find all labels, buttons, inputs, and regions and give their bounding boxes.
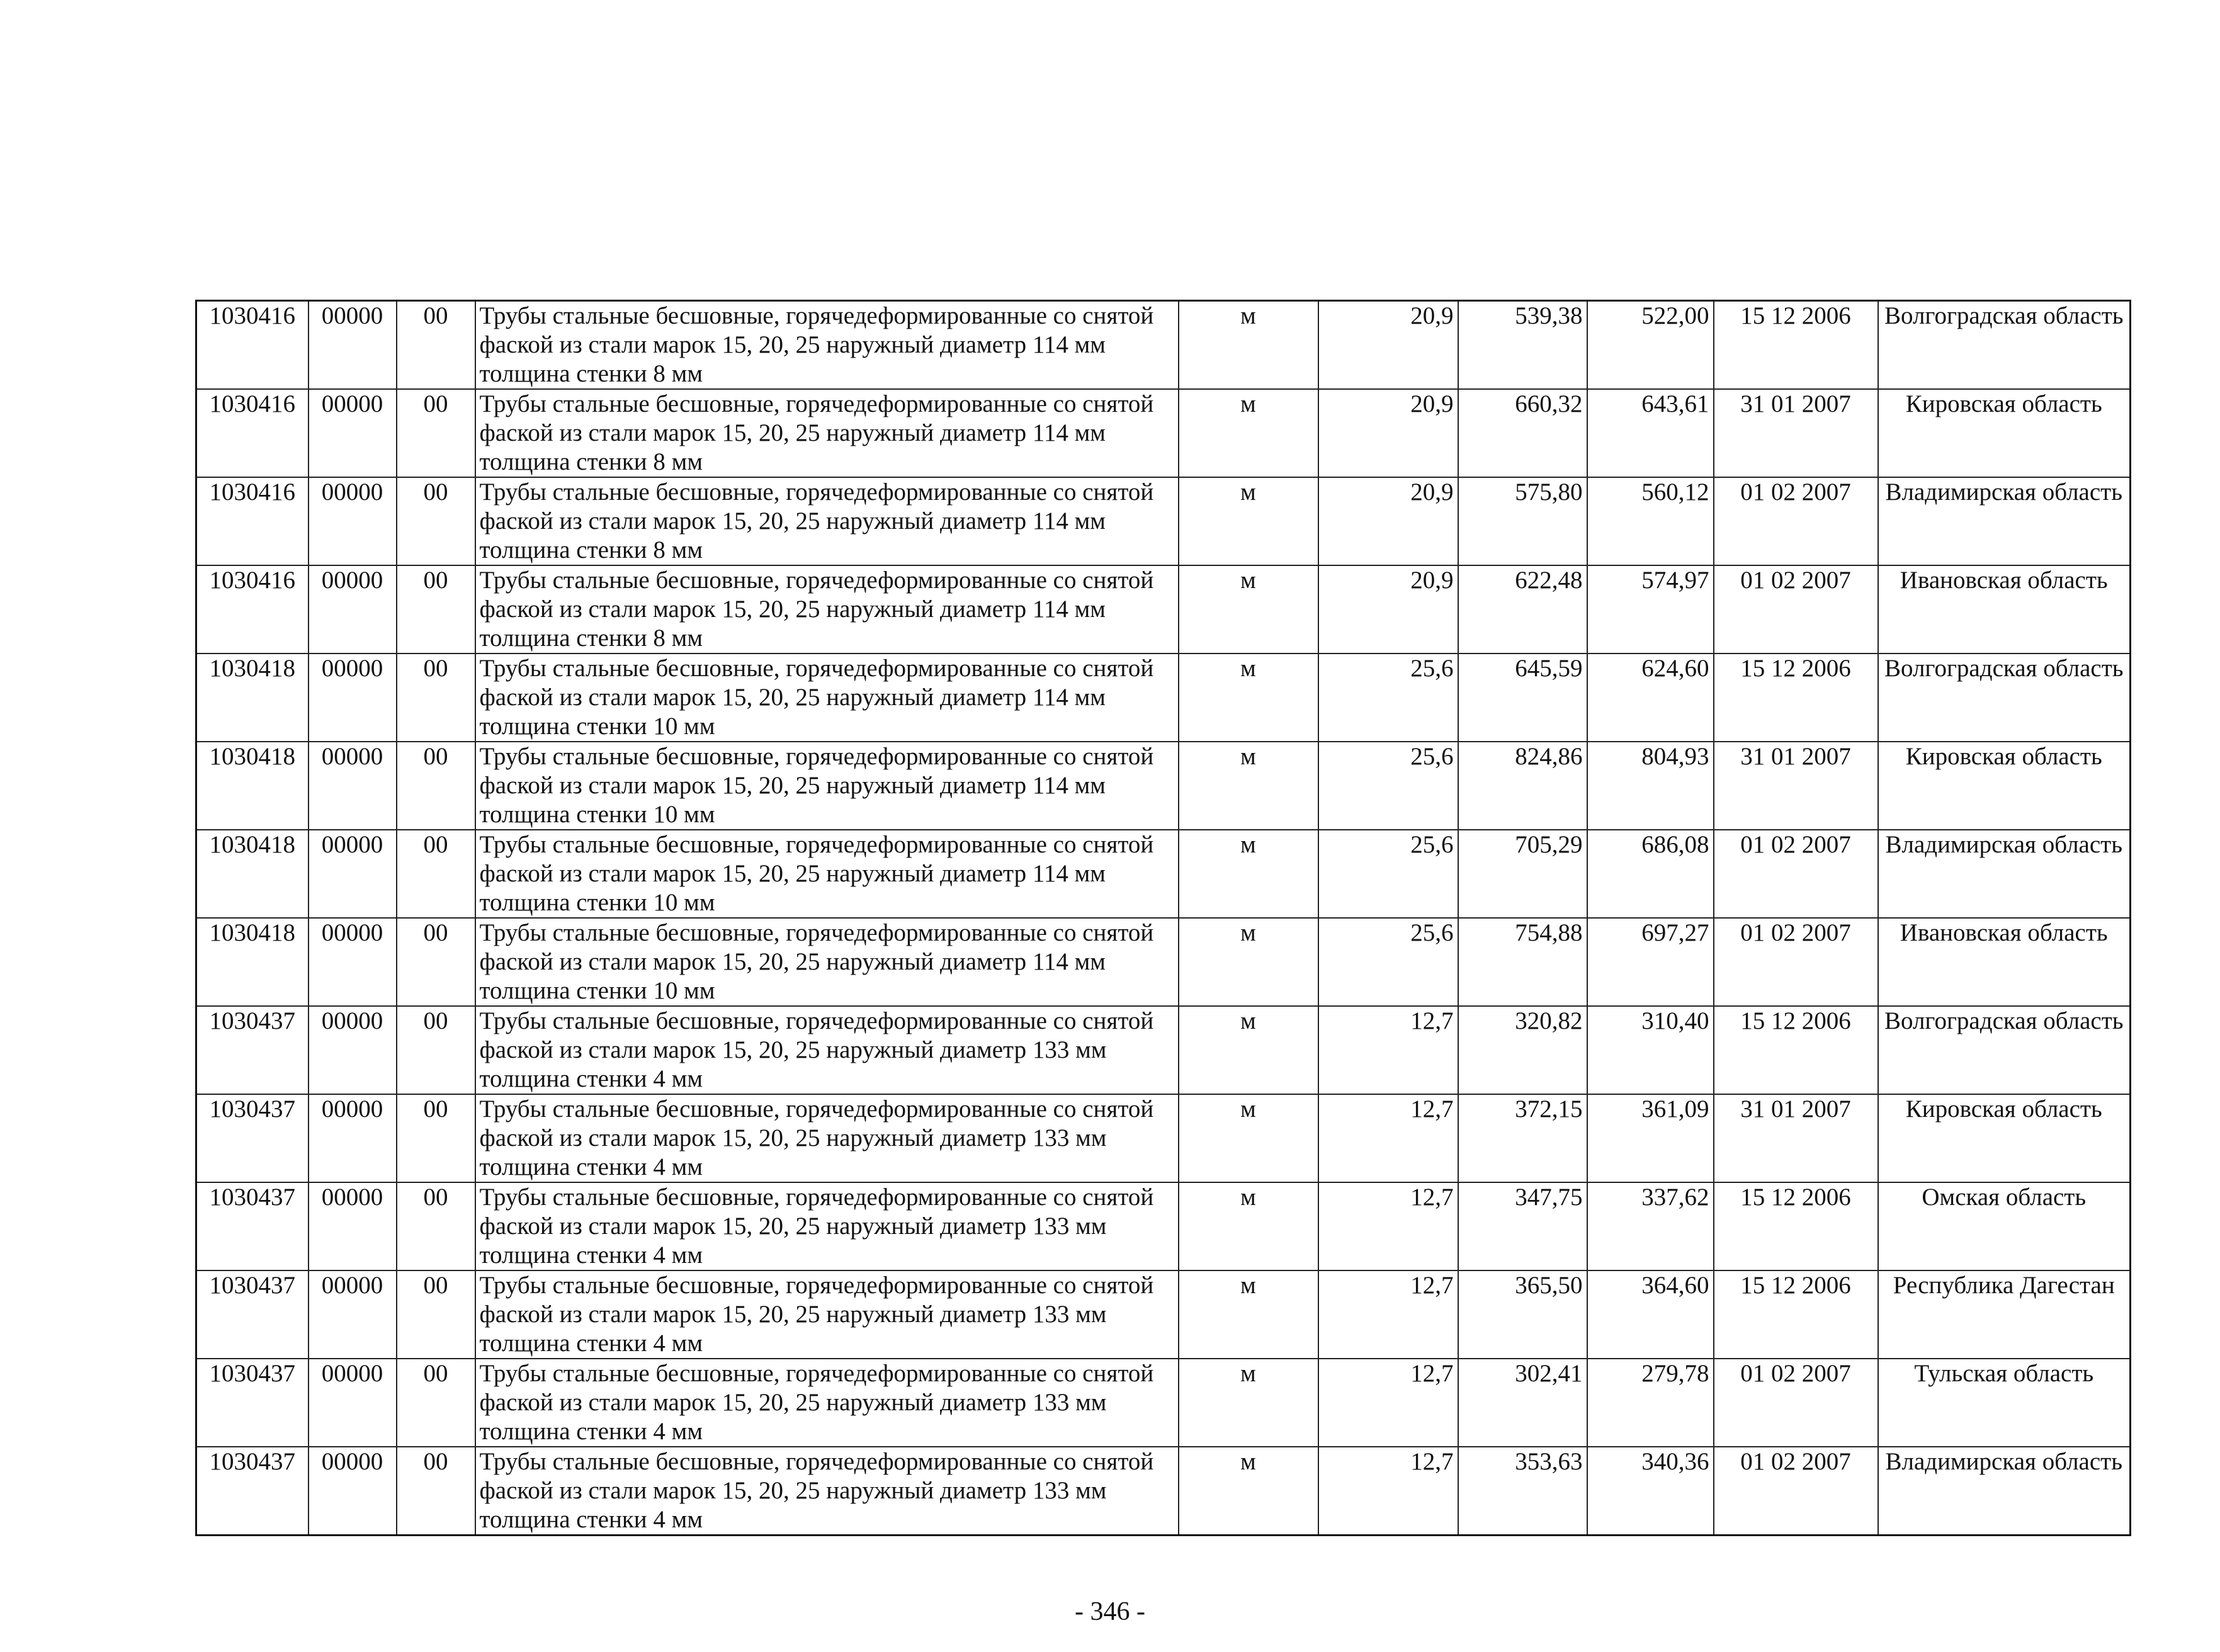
unit-cell: м	[1179, 1447, 1318, 1536]
price-cell: 364,60	[1587, 1270, 1714, 1359]
description-cell: Трубы стальные бесшовные, горячедеформированные со снятой фаской из стали марок 15, 20, 25 наружный диаметр 114 мм толщина стенки 10 мм	[475, 830, 1179, 918]
description-cell: Трубы стальные бесшовные, горячедеформированные со снятой фаской из стали марок 15, 20, 25 наружный диаметр 133 мм толщина стенки 4 мм	[475, 1270, 1179, 1359]
price-cell: 643,61	[1587, 389, 1714, 477]
table-row	[196, 918, 2131, 1006]
date-cell: 01 02 2007	[1714, 477, 1878, 565]
price-cell: 705,29	[1458, 830, 1587, 918]
date-cell: 15 12 2006	[1714, 301, 1878, 390]
price-cell: 560,12	[1587, 477, 1714, 565]
price-cell: 686,08	[1587, 830, 1714, 918]
suffix-cell: 00	[397, 1182, 475, 1270]
unit-cell: м	[1179, 1359, 1318, 1447]
table-row	[196, 1447, 2131, 1536]
unit-cell: м	[1179, 565, 1318, 653]
item-code-cell: 1030418	[196, 653, 309, 742]
weight-cell: 20,9	[1318, 565, 1458, 653]
description-cell: Трубы стальные бесшовные, горячедеформированные со снятой фаской из стали марок 15, 20, 25 наружный диаметр 114 мм толщина стенки 8 мм	[475, 565, 1179, 653]
date-cell: 15 12 2006	[1714, 1182, 1878, 1270]
table-row	[196, 301, 2131, 390]
price-cell: 310,40	[1587, 1006, 1714, 1094]
weight-cell: 25,6	[1318, 653, 1458, 742]
region-cell: Владимирская область	[1878, 1447, 2131, 1536]
page-number: - 346 -	[1075, 1597, 1145, 1626]
price-cell: 337,62	[1587, 1182, 1714, 1270]
price-cell: 347,75	[1458, 1182, 1587, 1270]
subcode-cell: 00000	[309, 1359, 397, 1447]
item-code-cell: 1030437	[196, 1182, 309, 1270]
price-cell: 522,00	[1587, 301, 1714, 390]
unit-cell: м	[1179, 918, 1318, 1006]
price-cell: 365,50	[1458, 1270, 1587, 1359]
region-cell: Кировская область	[1878, 1094, 2131, 1182]
description-cell: Трубы стальные бесшовные, горячедеформированные со снятой фаской из стали марок 15, 20, 25 наружный диаметр 133 мм толщина стенки 4 мм	[475, 1447, 1179, 1536]
region-cell: Владимирская область	[1878, 830, 2131, 918]
unit-cell: м	[1179, 653, 1318, 742]
unit-cell: м	[1179, 830, 1318, 918]
date-cell: 01 02 2007	[1714, 830, 1878, 918]
date-cell: 01 02 2007	[1714, 1359, 1878, 1447]
description-cell: Трубы стальные бесшовные, горячедеформированные со снятой фаской из стали марок 15, 20, 25 наружный диаметр 114 мм толщина стенки 10 мм	[475, 918, 1179, 1006]
price-cell: 660,32	[1458, 389, 1587, 477]
region-cell: Кировская область	[1878, 389, 2131, 477]
region-cell: Тульская область	[1878, 1359, 2131, 1447]
subcode-cell: 00000	[309, 742, 397, 830]
price-cell: 645,59	[1458, 653, 1587, 742]
subcode-cell: 00000	[309, 477, 397, 565]
table-row	[196, 830, 2131, 918]
item-code-cell: 1030437	[196, 1006, 309, 1094]
item-code-cell: 1030416	[196, 477, 309, 565]
description-cell: Трубы стальные бесшовные, горячедеформированные со снятой фаской из стали марок 15, 20, 25 наружный диаметр 133 мм толщина стенки 4 мм	[475, 1182, 1179, 1270]
description-cell: Трубы стальные бесшовные, горячедеформированные со снятой фаской из стали марок 15, 20, 25 наружный диаметр 114 мм толщина стенки 10 мм	[475, 742, 1179, 830]
weight-cell: 12,7	[1318, 1359, 1458, 1447]
weight-cell: 12,7	[1318, 1270, 1458, 1359]
date-cell: 01 02 2007	[1714, 1447, 1878, 1536]
price-cell: 372,15	[1458, 1094, 1587, 1182]
price-cell: 279,78	[1587, 1359, 1714, 1447]
description-cell: Трубы стальные бесшовные, горячедеформированные со снятой фаской из стали марок 15, 20, 25 наружный диаметр 133 мм толщина стенки 4 мм	[475, 1359, 1179, 1447]
table-row	[196, 1270, 2131, 1359]
region-cell: Омская область	[1878, 1182, 2131, 1270]
weight-cell: 20,9	[1318, 389, 1458, 477]
table-row	[196, 742, 2131, 830]
item-code-cell: 1030416	[196, 301, 309, 390]
unit-cell: м	[1179, 1094, 1318, 1182]
date-cell: 31 01 2007	[1714, 1094, 1878, 1182]
price-cell: 539,38	[1458, 301, 1587, 390]
suffix-cell: 00	[397, 477, 475, 565]
unit-cell: м	[1179, 1182, 1318, 1270]
date-cell: 15 12 2006	[1714, 1270, 1878, 1359]
subcode-cell: 00000	[309, 1182, 397, 1270]
suffix-cell: 00	[397, 742, 475, 830]
price-cell: 824,86	[1458, 742, 1587, 830]
table-row	[196, 565, 2131, 653]
region-cell: Ивановская область	[1878, 918, 2131, 1006]
price-cell: 804,93	[1587, 742, 1714, 830]
table-row	[196, 1182, 2131, 1270]
table-row	[196, 653, 2131, 742]
description-cell: Трубы стальные бесшовные, горячедеформированные со снятой фаской из стали марок 15, 20, 25 наружный диаметр 114 мм толщина стенки 8 мм	[475, 389, 1179, 477]
subcode-cell: 00000	[309, 389, 397, 477]
item-code-cell: 1030418	[196, 830, 309, 918]
item-code-cell: 1030437	[196, 1447, 309, 1536]
subcode-cell: 00000	[309, 1094, 397, 1182]
item-code-cell: 1030418	[196, 918, 309, 1006]
region-cell: Волгоградская область	[1878, 301, 2131, 390]
subcode-cell: 00000	[309, 1270, 397, 1359]
subcode-cell: 00000	[309, 1447, 397, 1536]
suffix-cell: 00	[397, 1270, 475, 1359]
region-cell: Волгоградская область	[1878, 1006, 2131, 1094]
price-cell: 340,36	[1587, 1447, 1714, 1536]
item-code-cell: 1030437	[196, 1270, 309, 1359]
table-row	[196, 477, 2131, 565]
suffix-cell: 00	[397, 1359, 475, 1447]
subcode-cell: 00000	[309, 565, 397, 653]
region-cell: Волгоградская область	[1878, 653, 2131, 742]
unit-cell: м	[1179, 477, 1318, 565]
unit-cell: м	[1179, 301, 1318, 390]
weight-cell: 12,7	[1318, 1447, 1458, 1536]
suffix-cell: 00	[397, 565, 475, 653]
price-cell: 353,63	[1458, 1447, 1587, 1536]
subcode-cell: 00000	[309, 830, 397, 918]
price-cell: 697,27	[1587, 918, 1714, 1006]
subcode-cell: 00000	[309, 653, 397, 742]
region-cell: Владимирская область	[1878, 477, 2131, 565]
suffix-cell: 00	[397, 1006, 475, 1094]
suffix-cell: 00	[397, 1447, 475, 1536]
date-cell: 31 01 2007	[1714, 742, 1878, 830]
item-code-cell: 1030437	[196, 1359, 309, 1447]
suffix-cell: 00	[397, 1094, 475, 1182]
table-row	[196, 389, 2131, 477]
date-cell: 15 12 2006	[1714, 653, 1878, 742]
weight-cell: 12,7	[1318, 1094, 1458, 1182]
date-cell: 31 01 2007	[1714, 389, 1878, 477]
weight-cell: 12,7	[1318, 1006, 1458, 1094]
price-cell: 622,48	[1458, 565, 1587, 653]
unit-cell: м	[1179, 1270, 1318, 1359]
weight-cell: 20,9	[1318, 301, 1458, 390]
region-cell: Республика Дагестан	[1878, 1270, 2131, 1359]
description-cell: Трубы стальные бесшовные, горячедеформированные со снятой фаской из стали марок 15, 20, 25 наружный диаметр 114 мм толщина стенки 8 мм	[475, 301, 1179, 390]
item-code-cell: 1030437	[196, 1094, 309, 1182]
suffix-cell: 00	[397, 918, 475, 1006]
suffix-cell: 00	[397, 301, 475, 390]
subcode-cell: 00000	[309, 918, 397, 1006]
date-cell: 01 02 2007	[1714, 918, 1878, 1006]
price-table	[195, 300, 2131, 1536]
item-code-cell: 1030416	[196, 389, 309, 477]
weight-cell: 25,6	[1318, 830, 1458, 918]
date-cell: 15 12 2006	[1714, 1006, 1878, 1094]
price-cell: 754,88	[1458, 918, 1587, 1006]
price-cell: 624,60	[1587, 653, 1714, 742]
description-cell: Трубы стальные бесшовные, горячедеформированные со снятой фаской из стали марок 15, 20, 25 наружный диаметр 133 мм толщина стенки 4 мм	[475, 1006, 1179, 1094]
subcode-cell: 00000	[309, 1006, 397, 1094]
item-code-cell: 1030416	[196, 565, 309, 653]
suffix-cell: 00	[397, 653, 475, 742]
weight-cell: 25,6	[1318, 742, 1458, 830]
region-cell: Кировская область	[1878, 742, 2131, 830]
price-cell: 302,41	[1458, 1359, 1587, 1447]
region-cell: Ивановская область	[1878, 565, 2131, 653]
table-row	[196, 1006, 2131, 1094]
unit-cell: м	[1179, 742, 1318, 830]
description-cell: Трубы стальные бесшовные, горячедеформированные со снятой фаской из стали марок 15, 20, 25 наружный диаметр 114 мм толщина стенки 8 мм	[475, 477, 1179, 565]
item-code-cell: 1030418	[196, 742, 309, 830]
price-cell: 574,97	[1587, 565, 1714, 653]
suffix-cell: 00	[397, 389, 475, 477]
table-row	[196, 1094, 2131, 1182]
table-row	[196, 1359, 2131, 1447]
price-cell: 320,82	[1458, 1006, 1587, 1094]
price-cell: 575,80	[1458, 477, 1587, 565]
price-cell: 361,09	[1587, 1094, 1714, 1182]
date-cell: 01 02 2007	[1714, 565, 1878, 653]
weight-cell: 12,7	[1318, 1182, 1458, 1270]
description-cell: Трубы стальные бесшовные, горячедеформированные со снятой фаской из стали марок 15, 20, 25 наружный диаметр 114 мм толщина стенки 10 мм	[475, 653, 1179, 742]
weight-cell: 20,9	[1318, 477, 1458, 565]
table-body	[196, 301, 2131, 1536]
unit-cell: м	[1179, 1006, 1318, 1094]
unit-cell: м	[1179, 389, 1318, 477]
suffix-cell: 00	[397, 830, 475, 918]
description-cell: Трубы стальные бесшовные, горячедеформированные со снятой фаской из стали марок 15, 20, 25 наружный диаметр 133 мм толщина стенки 4 мм	[475, 1094, 1179, 1182]
subcode-cell: 00000	[309, 301, 397, 390]
weight-cell: 25,6	[1318, 918, 1458, 1006]
